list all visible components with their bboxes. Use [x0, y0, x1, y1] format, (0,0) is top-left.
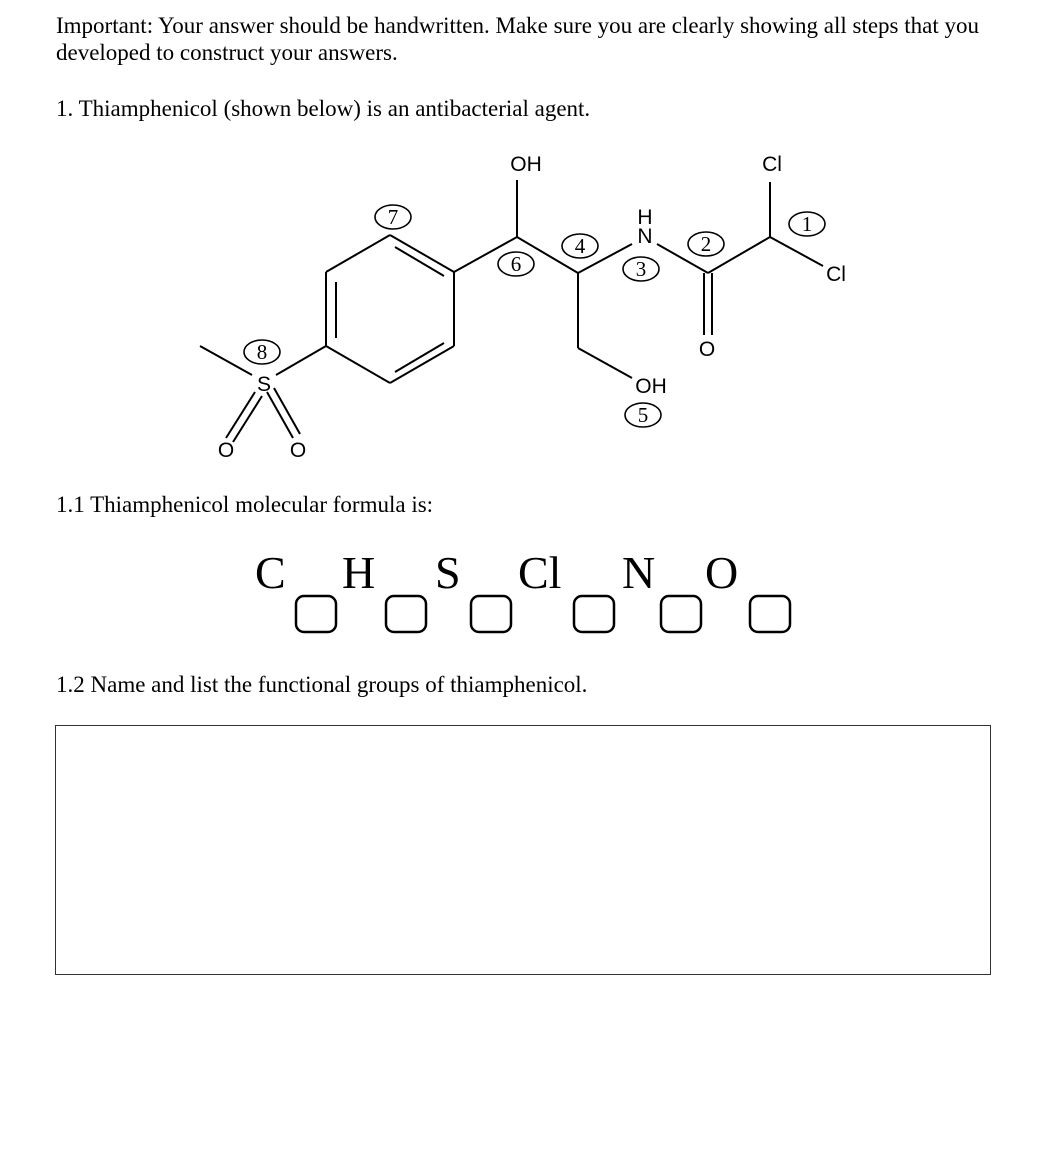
- formula-element-n: N: [622, 547, 656, 598]
- subscript-box-o[interactable]: [750, 596, 790, 632]
- thiamphenicol-structure: [0, 140, 1060, 470]
- chlorine-label-right: Cl: [826, 263, 846, 286]
- subscript-box-h[interactable]: [386, 596, 426, 632]
- question-1-1-text: 1.1 Thiamphenicol molecular formula is:: [56, 492, 434, 517]
- marker-4: 4: [574, 234, 586, 258]
- amine-hydrogen-label: H: [637, 206, 653, 229]
- subscript-box-n[interactable]: [661, 596, 701, 632]
- nitrogen-label: N: [637, 225, 653, 248]
- functional-groups-answer-box[interactable]: [55, 725, 991, 975]
- subscript-box-s[interactable]: [471, 596, 511, 632]
- marker-5: 5: [637, 403, 649, 427]
- marker-2: 2: [700, 232, 712, 256]
- subscript-box-cl[interactable]: [574, 596, 614, 632]
- marker-1: 1: [801, 212, 813, 236]
- marker-7: 7: [387, 205, 399, 229]
- hydroxyl-label-top: OH: [510, 153, 542, 176]
- molecular-formula: [0, 540, 1060, 640]
- sulfonyl-oxygen-left-label: O: [217, 439, 235, 462]
- formula-element-s: S: [435, 547, 461, 598]
- question-1-2-text: 1.2 Name and list the functional groups of thiamphenicol.: [56, 672, 588, 697]
- formula-element-c: C: [255, 547, 286, 598]
- marker-3: 3: [635, 257, 647, 281]
- subscript-box-c[interactable]: [296, 596, 336, 632]
- marker-6: 6: [510, 252, 522, 276]
- instructions-text: Important: Your answer should be handwritten. Make sure you are clearly showing all steps that you developed to construct your answers.: [56, 13, 979, 65]
- formula-element-h: H: [342, 547, 376, 598]
- chlorine-label-top: Cl: [762, 153, 782, 176]
- carbonyl-oxygen-label: O: [698, 338, 716, 361]
- question-1-text: 1. Thiamphenicol (shown below) is an antibacterial agent.: [56, 96, 591, 121]
- sulfonyl-oxygen-right-label: O: [289, 439, 307, 462]
- formula-element-cl: Cl: [518, 547, 562, 598]
- marker-8: 8: [256, 340, 268, 364]
- hydroxyl-label-bottom: OH: [635, 375, 667, 398]
- sulfur-label: S: [256, 373, 272, 396]
- formula-element-o: O: [705, 547, 739, 598]
